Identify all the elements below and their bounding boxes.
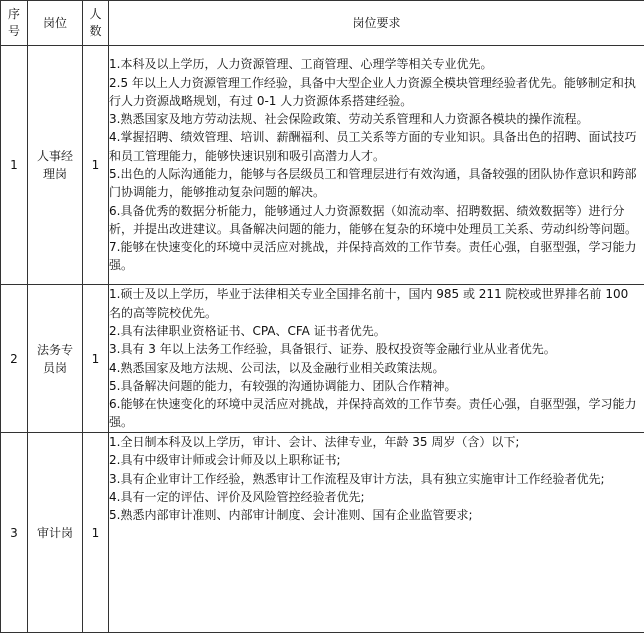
requirement-item: 2.具有法律职业资格证书、CPA、CFA 证书者优先。: [109, 322, 644, 340]
table-row: [1, 285, 644, 433]
row-count: 1: [83, 46, 109, 285]
row-requirements: [109, 46, 644, 285]
requirement-item: 1.硕士及以上学历，毕业于法律相关专业全国排名前十，国内 985 或 211 院校或世界排名前 100 名的高等院校优先。: [109, 285, 644, 322]
requirement-item: 3.具有企业审计工作经验，熟悉审计工作流程及审计方法，具有独立实施审计工作经验者优先;: [109, 470, 644, 488]
requirement-item: 5.具备解决问题的能力，有较强的沟通协调能力、团队合作精神。: [109, 377, 644, 395]
row-requirements: [109, 285, 644, 433]
header-requirements: 岗位要求: [109, 1, 644, 46]
row-position: 法务专员岗: [28, 285, 83, 433]
requirement-item: 5.出色的人际沟通能力，能够与各层级员工和管理层进行有效沟通，具备较强的团队协作意识和跨部门协调能力，能够推动复杂问题的解决。: [109, 165, 644, 202]
requirement-item: 1.全日制本科及以上学历，审计、会计、法律专业，年龄 35 周岁（含）以下;: [109, 433, 644, 451]
row-no: 1: [1, 46, 28, 285]
header-position: 岗位: [28, 1, 83, 46]
requirement-item: 6.能够在快速变化的环境中灵活应对挑战，并保持高效的工作节奏。责任心强，自驱型强，学习能力强。: [109, 395, 644, 432]
table-header-row: [1, 1, 644, 46]
row-count: 1: [83, 433, 109, 633]
row-no: 2: [1, 285, 28, 433]
requirement-item: 1.本科及以上学历，人力资源管理、工商管理、心理学等相关专业优先。: [109, 55, 644, 73]
row-no: 3: [1, 433, 28, 633]
requirement-item: 3.具有 3 年以上法务工作经验，具备银行、证券、股权投资等金融行业从业者优先。: [109, 340, 644, 358]
row-position: 人事经理岗: [28, 46, 83, 285]
row-count: 1: [83, 285, 109, 433]
requirement-item: 2.具有中级审计师或会计师及以上职称证书;: [109, 451, 644, 469]
requirement-item: 5.熟悉内部审计准则、内部审计制度、会计准则、国有企业监管要求;: [109, 506, 644, 524]
requirement-item: 4.具有一定的评估、评价及风险管控经验者优先;: [109, 488, 644, 506]
requirement-item: 4.熟悉国家及地方法规、公司法，以及金融行业相关政策法规。: [109, 359, 644, 377]
row-requirements: [109, 433, 644, 633]
requirement-item: 2.5 年以上人力资源管理工作经验，具备中大型企业人力资源全模块管理经验者优先。能够制定和执行人力资源战略规划，有过 0-1 人力资源体系搭建经验。: [109, 74, 644, 111]
table-row: [1, 46, 644, 285]
header-count: 人数: [83, 1, 109, 46]
table-row: [1, 433, 644, 633]
row-position: 审计岗: [28, 433, 83, 633]
requirement-item: 7.能够在快速变化的环境中灵活应对挑战，并保持高效的工作节奏。责任心强，自驱型强，学习能力强。: [109, 238, 644, 275]
requirement-item: 3.熟悉国家及地方劳动法规、社会保险政策、劳动关系管理和人力资源各模块的操作流程。: [109, 110, 644, 128]
header-no: 序号: [1, 1, 28, 46]
requirement-item: 6.具备优秀的数据分析能力，能够通过人力资源数据（如流动率、招聘数据、绩效数据等）进行分析，并提出改进建议。具备解决问题的能力，能够在复杂的环境中处理员工关系、劳动纠纷等问题。: [109, 202, 644, 239]
requirement-item: 4.掌握招聘、绩效管理、培训、薪酬福利、员工关系等方面的专业知识。具备出色的招聘、面试技巧和员工管理能力，能够快速识别和吸引高潜力人才。: [109, 128, 644, 165]
